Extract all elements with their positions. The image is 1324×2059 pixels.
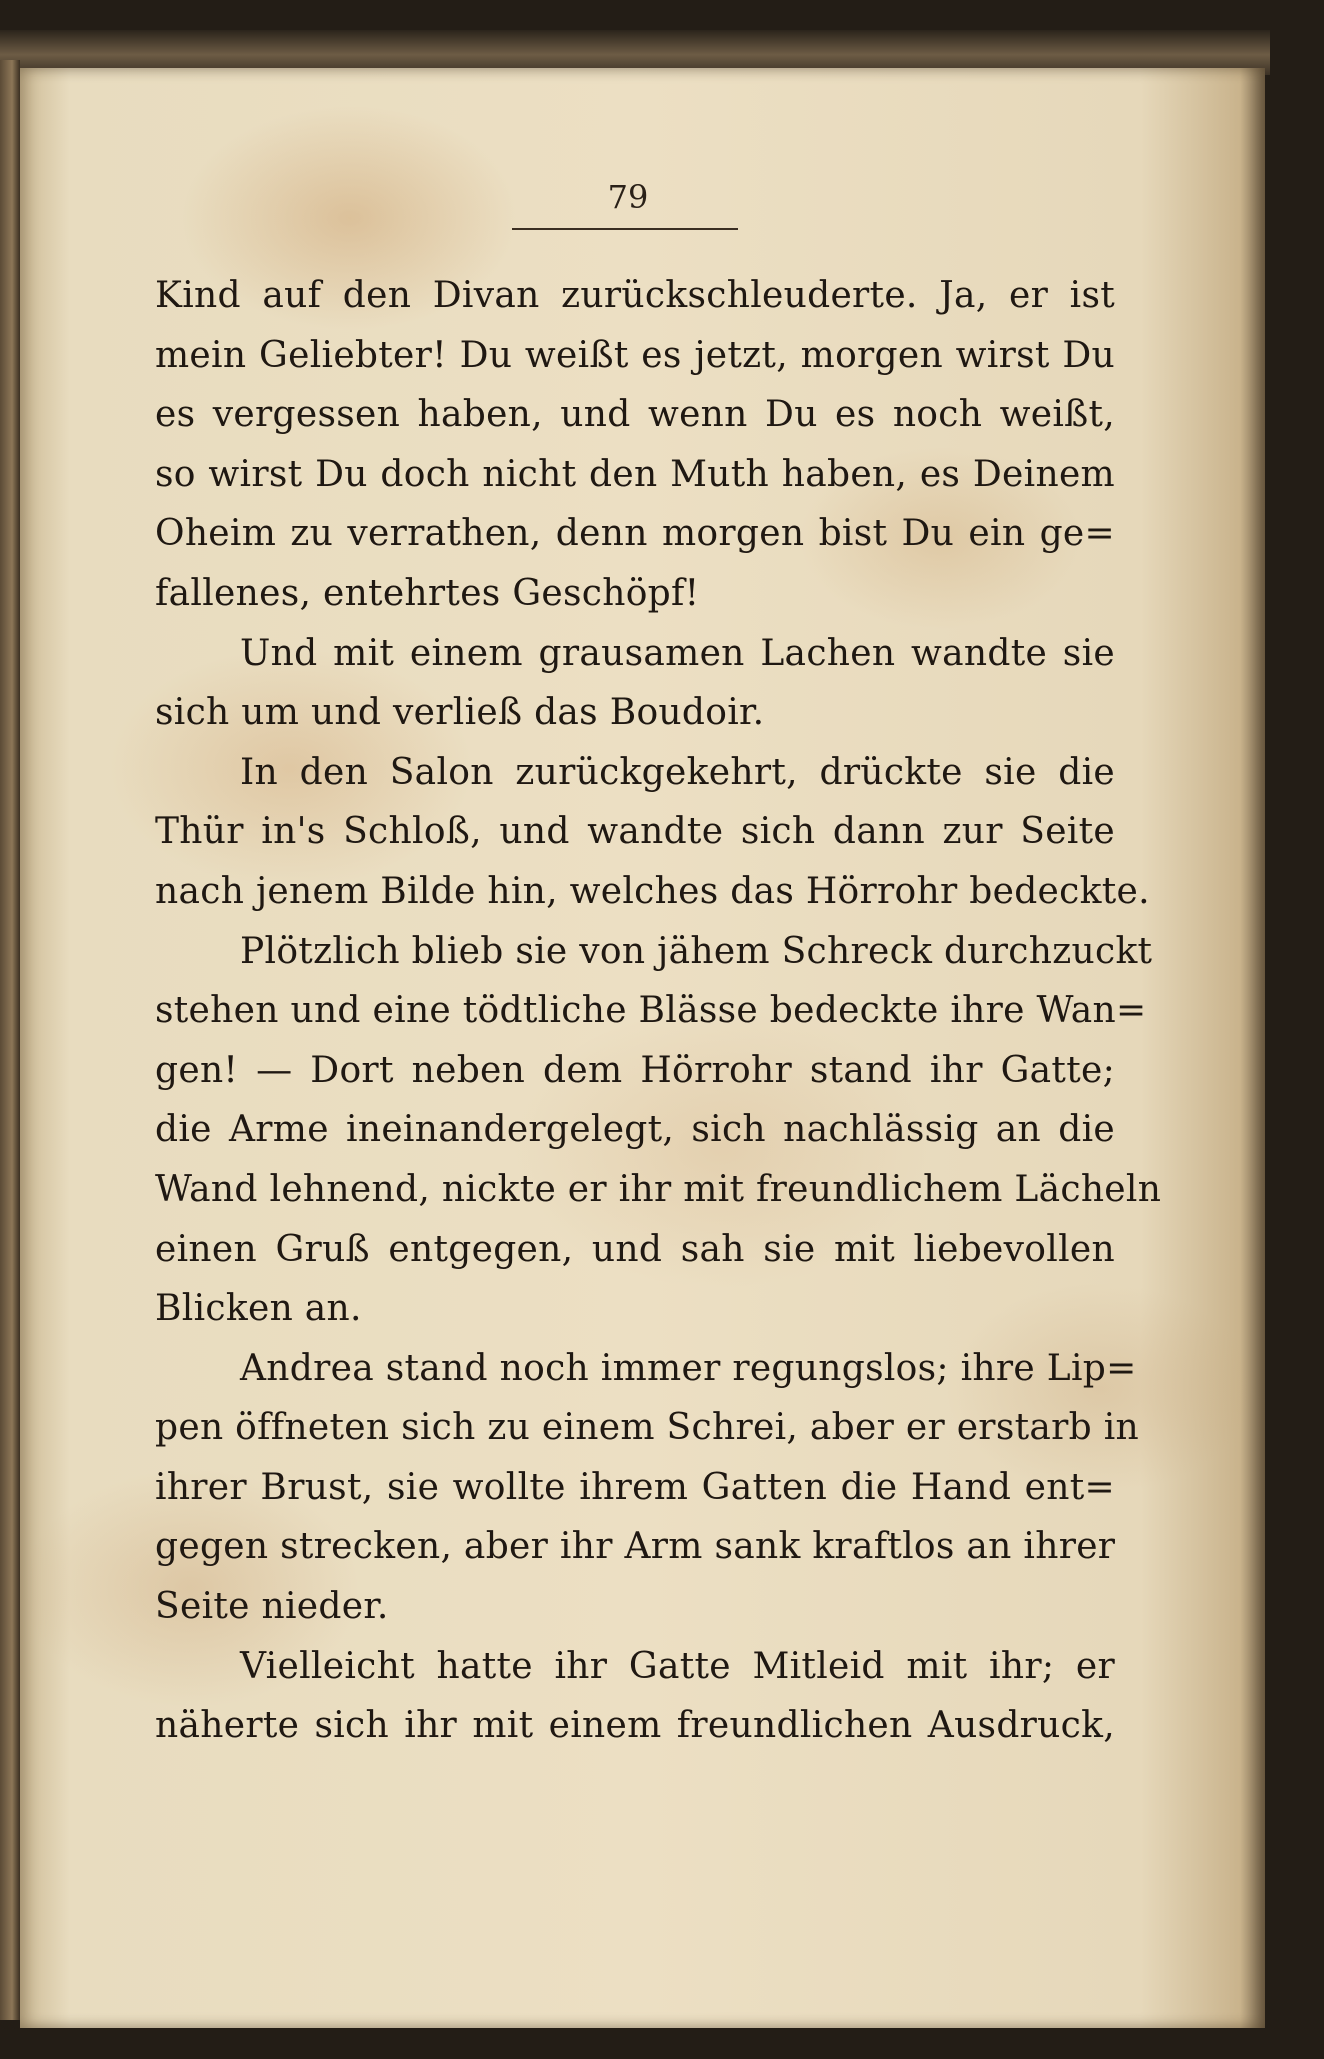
text-line: näherte sich ihr mit einem freundlichen Ausdruck, bbox=[155, 1705, 1115, 1747]
header-rule bbox=[512, 228, 738, 230]
text-line: gen! — Dort neben dem Hörrohr stand ihr Gatte; bbox=[155, 1049, 1115, 1091]
book-page bbox=[20, 68, 1265, 2028]
text-line: so wirst Du doch nicht den Muth haben, es Deinem bbox=[155, 453, 1115, 495]
page-number: 79 bbox=[607, 178, 649, 216]
text-line: Seite nieder. bbox=[155, 1586, 389, 1628]
text-line: In den Salon zurückgekehrt, drückte sie die bbox=[240, 751, 1115, 793]
text-line: stehen und eine tödtliche Blässe bedeckte ihre Wan= bbox=[155, 990, 1147, 1032]
text-line: mein Geliebter! Du weißt es jetzt, morgen wirst Du bbox=[155, 334, 1115, 376]
text-line: die Arme ineinandergelegt, sich nachlässig an die bbox=[155, 1109, 1115, 1151]
text-line: Wand lehnend, nickte er ihr mit freundlichem Lächeln bbox=[155, 1168, 1162, 1210]
text-line: Andrea stand noch immer regungslos; ihre Lip= bbox=[240, 1347, 1137, 1389]
text-line: Kind auf den Divan zurückschleuderte. Ja, er ist bbox=[155, 275, 1115, 316]
text-line: sich um und verließ das Boudoir. bbox=[155, 692, 765, 734]
text-line: nach jenem Bilde hin, welches das Hörrohr bedeckte. bbox=[155, 870, 1150, 912]
book-spine-edge bbox=[0, 60, 20, 2020]
text-line: einen Gruß entgegen, und sah sie mit liebevollen bbox=[155, 1228, 1115, 1270]
text-line: fallenes, entehrtes Geschöpf! bbox=[155, 572, 700, 614]
text-line: Vielleicht hatte ihr Gatte Mitleid mit ihr; er bbox=[240, 1645, 1115, 1687]
text-line: Und mit einem grausamen Lachen wandte sie bbox=[240, 632, 1115, 674]
text-line: Plötzlich blieb sie von jähem Schreck durchzuckt bbox=[240, 930, 1153, 972]
text-line: es vergessen haben, und wenn Du es noch weißt, bbox=[155, 394, 1115, 436]
text-line: pen öffneten sich zu einem Schrei, aber er erstarb in bbox=[155, 1407, 1140, 1449]
text-line: Oheim zu verrathen, denn morgen bist Du ein ge= bbox=[155, 513, 1115, 555]
text-line: Thür in's Schloß, und wandte sich dann zur Seite bbox=[155, 811, 1115, 853]
text-line: gegen strecken, aber ihr Arm sank kraftlos an ihrer bbox=[155, 1526, 1116, 1568]
body-text bbox=[155, 266, 1162, 1756]
text-line: ihrer Brust, sie wollte ihrem Gatten die Hand ent= bbox=[155, 1466, 1115, 1508]
text-line: Blicken an. bbox=[155, 1288, 362, 1330]
